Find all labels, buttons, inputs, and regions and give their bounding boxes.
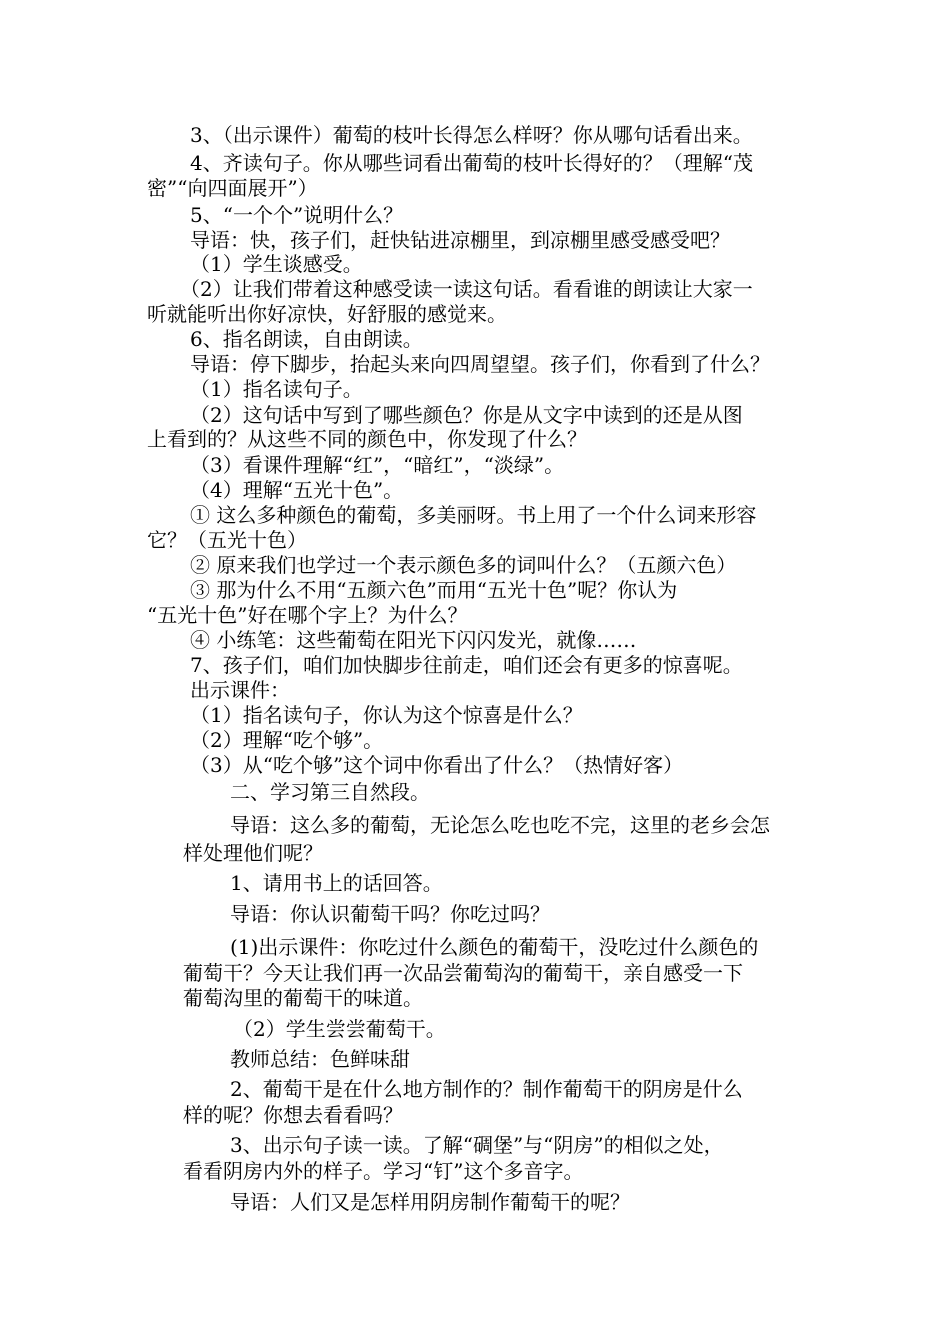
text-line: 它？（五光十色）	[147, 528, 307, 552]
text-line: （2）学生尝尝葡萄干。	[233, 1017, 446, 1041]
text-line: 看看阴房内外的样子。学习“钉”这个多音字。	[183, 1159, 584, 1183]
text-line: 导语：停下脚步，抬起头来向四周望望。孩子们，你看到了什么？	[190, 352, 770, 376]
text-line: 教师总结：色鲜味甜	[230, 1047, 410, 1071]
text-line: ③ 那为什么不用“五颜六色”而用“五光十色”呢？你认为	[190, 578, 678, 602]
text-line: 5、“一个个”说明什么？	[190, 203, 404, 227]
text-line: ④ 小练笔：这些葡萄在阳光下闪闪发光，就像……	[190, 628, 637, 652]
text-line: （2）理解“吃个够”。	[190, 728, 384, 752]
text-line: （1）指名读句子，你认为这个惊喜是什么？	[190, 703, 583, 727]
text-line: 听就能听出你好凉快，好舒服的感觉来。	[147, 302, 507, 326]
text-line: 6、指名朗读，自由朗读。	[190, 327, 423, 351]
text-line: （2）这句话中写到了哪些颜色？你是从文字中读到的还是从图	[190, 403, 743, 427]
text-line: （2）让我们带着这种感受读一读这句话。看看谁的朗读让大家一	[180, 277, 753, 301]
text-line: 上看到的？从这些不同的颜色中，你发现了什么？	[147, 427, 587, 451]
text-line: ① 这么多种颜色的葡萄，多美丽呀。书上用了一个什么词来形容	[190, 503, 757, 527]
text-line: 导语：你认识葡萄干吗？你吃过吗？	[230, 902, 550, 926]
text-line: 葡萄干？今天让我们再一次品尝葡萄沟的葡萄干，亲自感受一下	[183, 961, 743, 985]
text-line: 导语：人们又是怎样用阴房制作葡萄干的呢？	[230, 1190, 630, 1214]
text-line: 样的呢？你想去看看吗？	[183, 1103, 403, 1127]
text-line: 密”“向四面展开”）	[147, 176, 318, 200]
text-line: （1）指名读句子。	[190, 377, 363, 401]
text-line: 7、孩子们，咱们加快脚步往前走，咱们还会有更多的惊喜呢。	[190, 653, 743, 677]
text-line: （1）学生谈感受。	[190, 252, 363, 276]
text-line: （3）从“吃个够”这个词中你看出了什么？（热情好客）	[190, 753, 684, 777]
text-line: 出示课件：	[190, 678, 290, 702]
text-line: 导语：这么多的葡萄，无论怎么吃也吃不完，这里的老乡会怎	[230, 813, 770, 837]
text-line: 导语：快，孩子们，赶快钻进凉棚里，到凉棚里感受感受吧？	[190, 228, 730, 252]
text-line: ② 原来我们也学过一个表示颜色多的词叫什么？（五颜六色）	[190, 553, 737, 577]
text-line: (1)出示课件：你吃过什么颜色的葡萄干，没吃过什么颜色的	[230, 935, 759, 959]
text-line: 4、齐读句子。你从哪些词看出葡萄的枝叶长得好的？（理解“茂	[190, 151, 753, 175]
text-line: 1、请用书上的话回答。	[230, 871, 443, 895]
text-line: 样处理他们呢？	[183, 841, 323, 865]
text-line: （3）看课件理解“红”，“暗红”，“淡绿”。	[190, 453, 565, 477]
text-line: “五光十色”好在哪个字上？为什么？	[147, 603, 468, 627]
text-line: 3、出示句子读一读。了解“碉堡”与“阴房”的相似之处，	[230, 1133, 724, 1157]
section-heading: 二、学习第三自然段。	[230, 780, 430, 804]
text-line: 2、葡萄干是在什么地方制作的？制作葡萄干的阴房是什么	[230, 1077, 743, 1101]
text-line: 3、（出示课件）葡萄的枝叶长得怎么样呀？你从哪句话看出来。	[190, 123, 753, 147]
text-line: （4）理解“五光十色”。	[190, 478, 404, 502]
text-line: 葡萄沟里的葡萄干的味道。	[183, 986, 423, 1010]
